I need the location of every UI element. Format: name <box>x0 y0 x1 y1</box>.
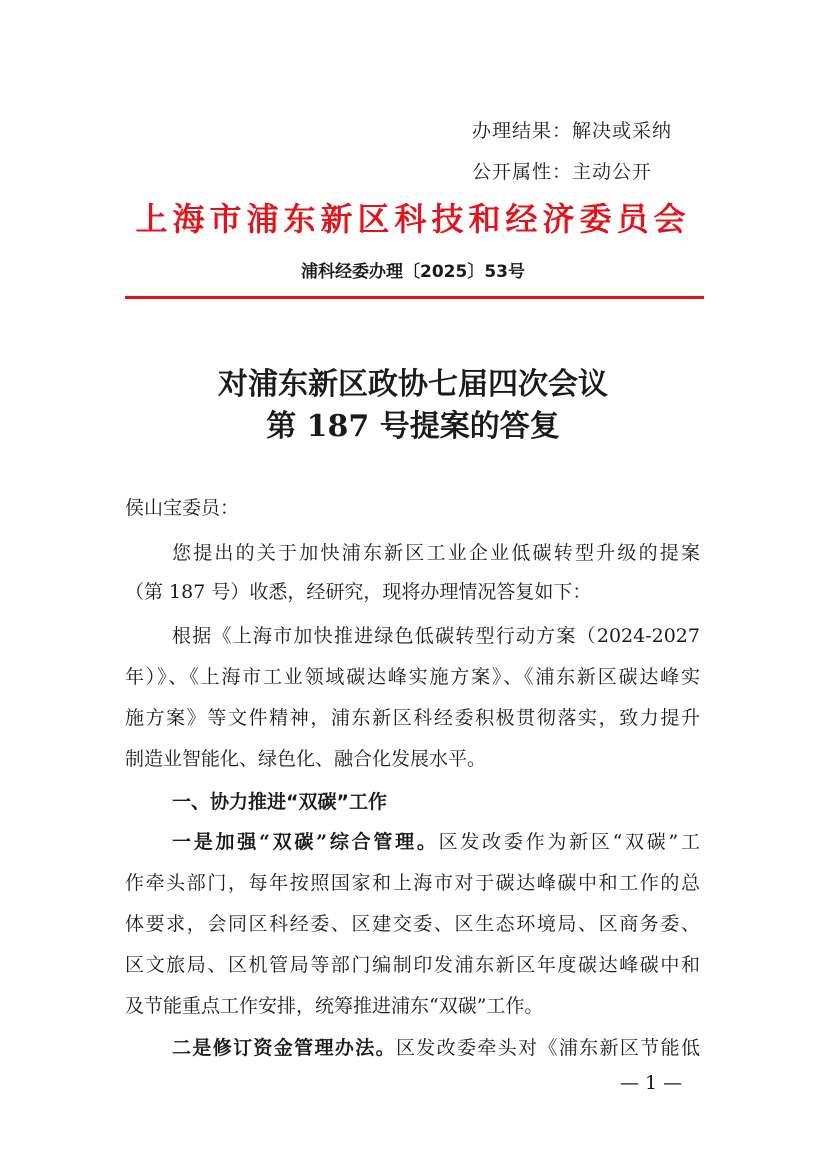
paragraph-4-line-1 <box>172 1033 700 1060</box>
publicity-attribute: 公开属性：主动公开 <box>472 161 653 183</box>
salutation: 侯山宝委员： <box>125 497 240 519</box>
paragraph-3-lead: 一是加强“双碳”综合管理。 <box>172 831 439 853</box>
paragraph-2-line-2: 年）》、《上海市工业领域碳达峰实施方案》、《浦东新区碳达峰实 <box>125 666 700 688</box>
paragraph-3-line-1-text: 区发改委作为新区“双碳”工 <box>438 831 700 853</box>
paragraph-3-line-3: 体要求，会同区科经委、区建交委、区生态环境局、区商务委、 <box>125 913 700 935</box>
document-title-line2: 第 187 号提案的答复 <box>266 409 560 444</box>
red-divider-line <box>125 296 704 299</box>
paragraph-1-line-1: 您提出的关于加快浦东新区工业企业低碳转型升级的提案 <box>172 542 700 564</box>
paragraph-3-line-5: 及节能重点工作安排，统筹推进浦东“双碳”工作。 <box>125 995 544 1017</box>
issuing-organization: 上海市浦东新区科技和经济委员会 <box>135 200 691 238</box>
document-title-line1: 对浦东新区政协七届四次会议 <box>218 367 608 402</box>
paragraph-2-line-4: 制造业智能化、绿色化、融合化发展水平。 <box>125 748 487 770</box>
paragraph-1-line-2: （第 187 号）收悉，经研究，现将办理情况答复如下： <box>125 581 592 603</box>
page-number: — 1 — <box>620 1072 683 1094</box>
document-number: 浦科经委办理〔2025〕53号 <box>301 262 525 282</box>
paragraph-4-line-1-text: 区发改委牵头对《浦东新区节能低 <box>395 1037 700 1059</box>
paragraph-3-line-1 <box>172 827 700 854</box>
paragraph-2-line-3: 施方案》等文件精神，浦东新区科经委积极贯彻落实，致力提升 <box>125 707 700 729</box>
handling-result: 办理结果：解决或采纳 <box>472 120 673 142</box>
paragraph-3-line-4: 区文旅局、区机管局等部门编制印发浦东新区年度碳达峰碳中和 <box>125 954 700 976</box>
paragraph-4-lead: 二是修订资金管理办法。 <box>172 1037 396 1059</box>
section-heading-1: 一、协力推进“双碳”工作 <box>172 791 387 813</box>
paragraph-2-line-1: 根据《上海市加快推进绿色低碳转型行动方案（2024-2027 <box>172 625 700 647</box>
paragraph-3-line-2: 作牵头部门，每年按照国家和上海市对于碳达峰碳中和工作的总 <box>125 872 700 894</box>
